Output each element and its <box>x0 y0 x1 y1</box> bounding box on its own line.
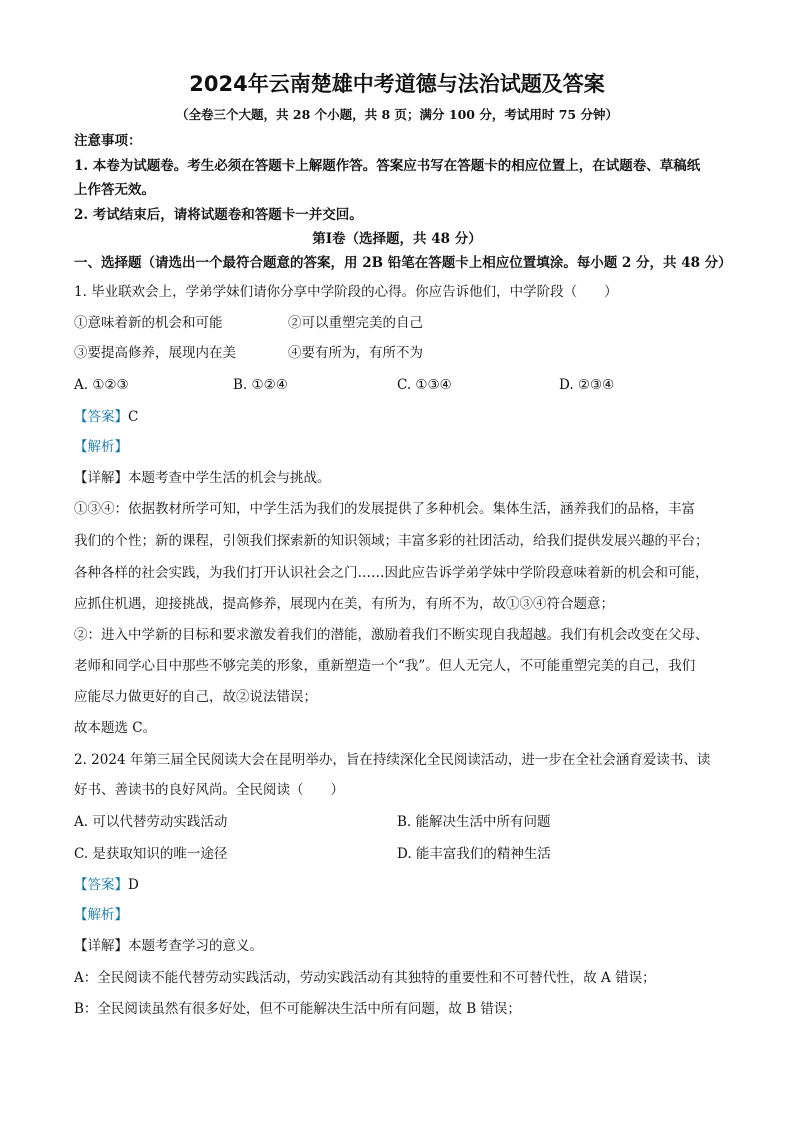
q1-analysis-label: 【解析】 <box>74 439 128 455</box>
q2-detail: 【详解】本题考查学习的意义。 <box>74 938 263 954</box>
q2-answer <box>74 876 139 894</box>
q2-option-c: C. 是获取知识的唯一途径 <box>74 846 228 862</box>
q1-explanation-2: 我们的个性；新的课程，引领我们探索新的知识领域；丰富多彩的社团活动，给我们提供发展兴趣的平台； <box>74 533 709 549</box>
notice-item-2: 2. 考试结束后，请将试题卷和答题卡一并交回。 <box>74 207 363 223</box>
q1-explanation-3: 各种各样的社会实践，为我们打开认识社会之门……因此应告诉学弟学妹中学阶段意味着新的机会和可能， <box>74 565 709 581</box>
notice-heading: 注意事项： <box>74 133 142 149</box>
q2-stem-cont: 好书、善读书的良好风尚。全民阅读（ ） <box>74 782 344 798</box>
q1-option-a: A. ①②③ <box>74 377 129 393</box>
q1-statement-4: ④要有所为，有所不为 <box>288 345 423 361</box>
q1-explanation-5: ②：进入中学新的目标和要求激发着我们的潜能，激励着我们不断实现自我超越。我们有机会改变在父母、 <box>74 627 709 643</box>
q2-option-a: A. 可以代替劳动实践活动 <box>74 814 228 830</box>
q2-explanation-b: B：全民阅读虽然有很多好处，但不可能解决生活中所有问题，故 B 错误； <box>74 1001 521 1017</box>
q1-statement-2: ②可以重塑完美的自己 <box>288 315 423 331</box>
answer-label: 【答案】 <box>74 877 128 893</box>
page-subtitle: （全卷三个大题，共 28 个小题，共 8 页；满分 100 分，考试用时 75 分钟） <box>176 107 618 122</box>
answer-label: 【答案】 <box>74 409 128 425</box>
q2-explanation-a: A：全民阅读不能代替劳动实践活动，劳动实践活动有其独特的重要性和不可替代性，故 A 错误； <box>74 970 656 986</box>
answer-value: D <box>128 877 139 893</box>
q2-option-d: D. 能丰富我们的精神生活 <box>397 846 551 862</box>
q1-statement-1: ①意味着新的机会和可能 <box>74 315 223 331</box>
q1-statement-3: ③要提高修养，展现内在美 <box>74 345 236 361</box>
q1-stem: 1. 毕业联欢会上，学弟学妹们请你分享中学阶段的心得。你应告诉他们，中学阶段（ ） <box>74 284 618 300</box>
q2-analysis-label: 【解析】 <box>74 907 128 923</box>
notice-item-1-cont: 上作答无效。 <box>74 182 155 198</box>
notice-item-1: 1. 本卷为试题卷。考生必须在答题卡上解题作答。答案应书写在答题卡的相应位置上，在试题卷、草稿纸 <box>74 158 701 174</box>
page-title: 2024年云南楚雄中考道德与法治试题及答案 <box>189 72 605 96</box>
q1-explanation-4: 应抓住机遇，迎接挑战，提高修养，展现内在美，有所为，有所不为，故①③④符合题意； <box>74 596 614 612</box>
q1-explanation-6: 老师和同学心目中那些不够完美的形象，重新塑造一个“我”。但人无完人，不可能重塑完美的自己，我们 <box>74 658 696 674</box>
q1-option-d: D. ②③④ <box>559 377 615 393</box>
q1-detail: 【详解】本题考查中学生活的机会与挑战。 <box>74 470 331 486</box>
q1-conclusion: 故本题选 C。 <box>74 720 157 736</box>
q2-option-b: B. 能解决生活中所有问题 <box>397 814 551 830</box>
q2-stem: 2. 2024 年第三届全民阅读大会在昆明举办，旨在持续深化全民阅读活动，进一步在全社会涵育爱读书、读 <box>74 752 711 768</box>
part-title: 第Ⅰ卷（选择题，共 48 分） <box>312 231 482 247</box>
q1-option-c: C. ①③④ <box>397 377 452 393</box>
q1-answer <box>74 408 138 426</box>
q1-explanation-1: ①③④：依据教材所学可知，中学生活为我们的发展提供了多种机会。集体生活，涵养我们的品格，丰富 <box>74 501 695 517</box>
q1-option-b: B. ①②④ <box>233 377 288 393</box>
q1-explanation-7: 应能尽力做更好的自己，故②说法错误； <box>74 689 317 705</box>
answer-value: C <box>128 409 139 425</box>
section-heading: 一、选择题（请选出一个最符合题意的答案，用 2B 铅笔在答题卡上相应位置填涂。每小题 2 分，共 48 分） <box>74 255 732 271</box>
